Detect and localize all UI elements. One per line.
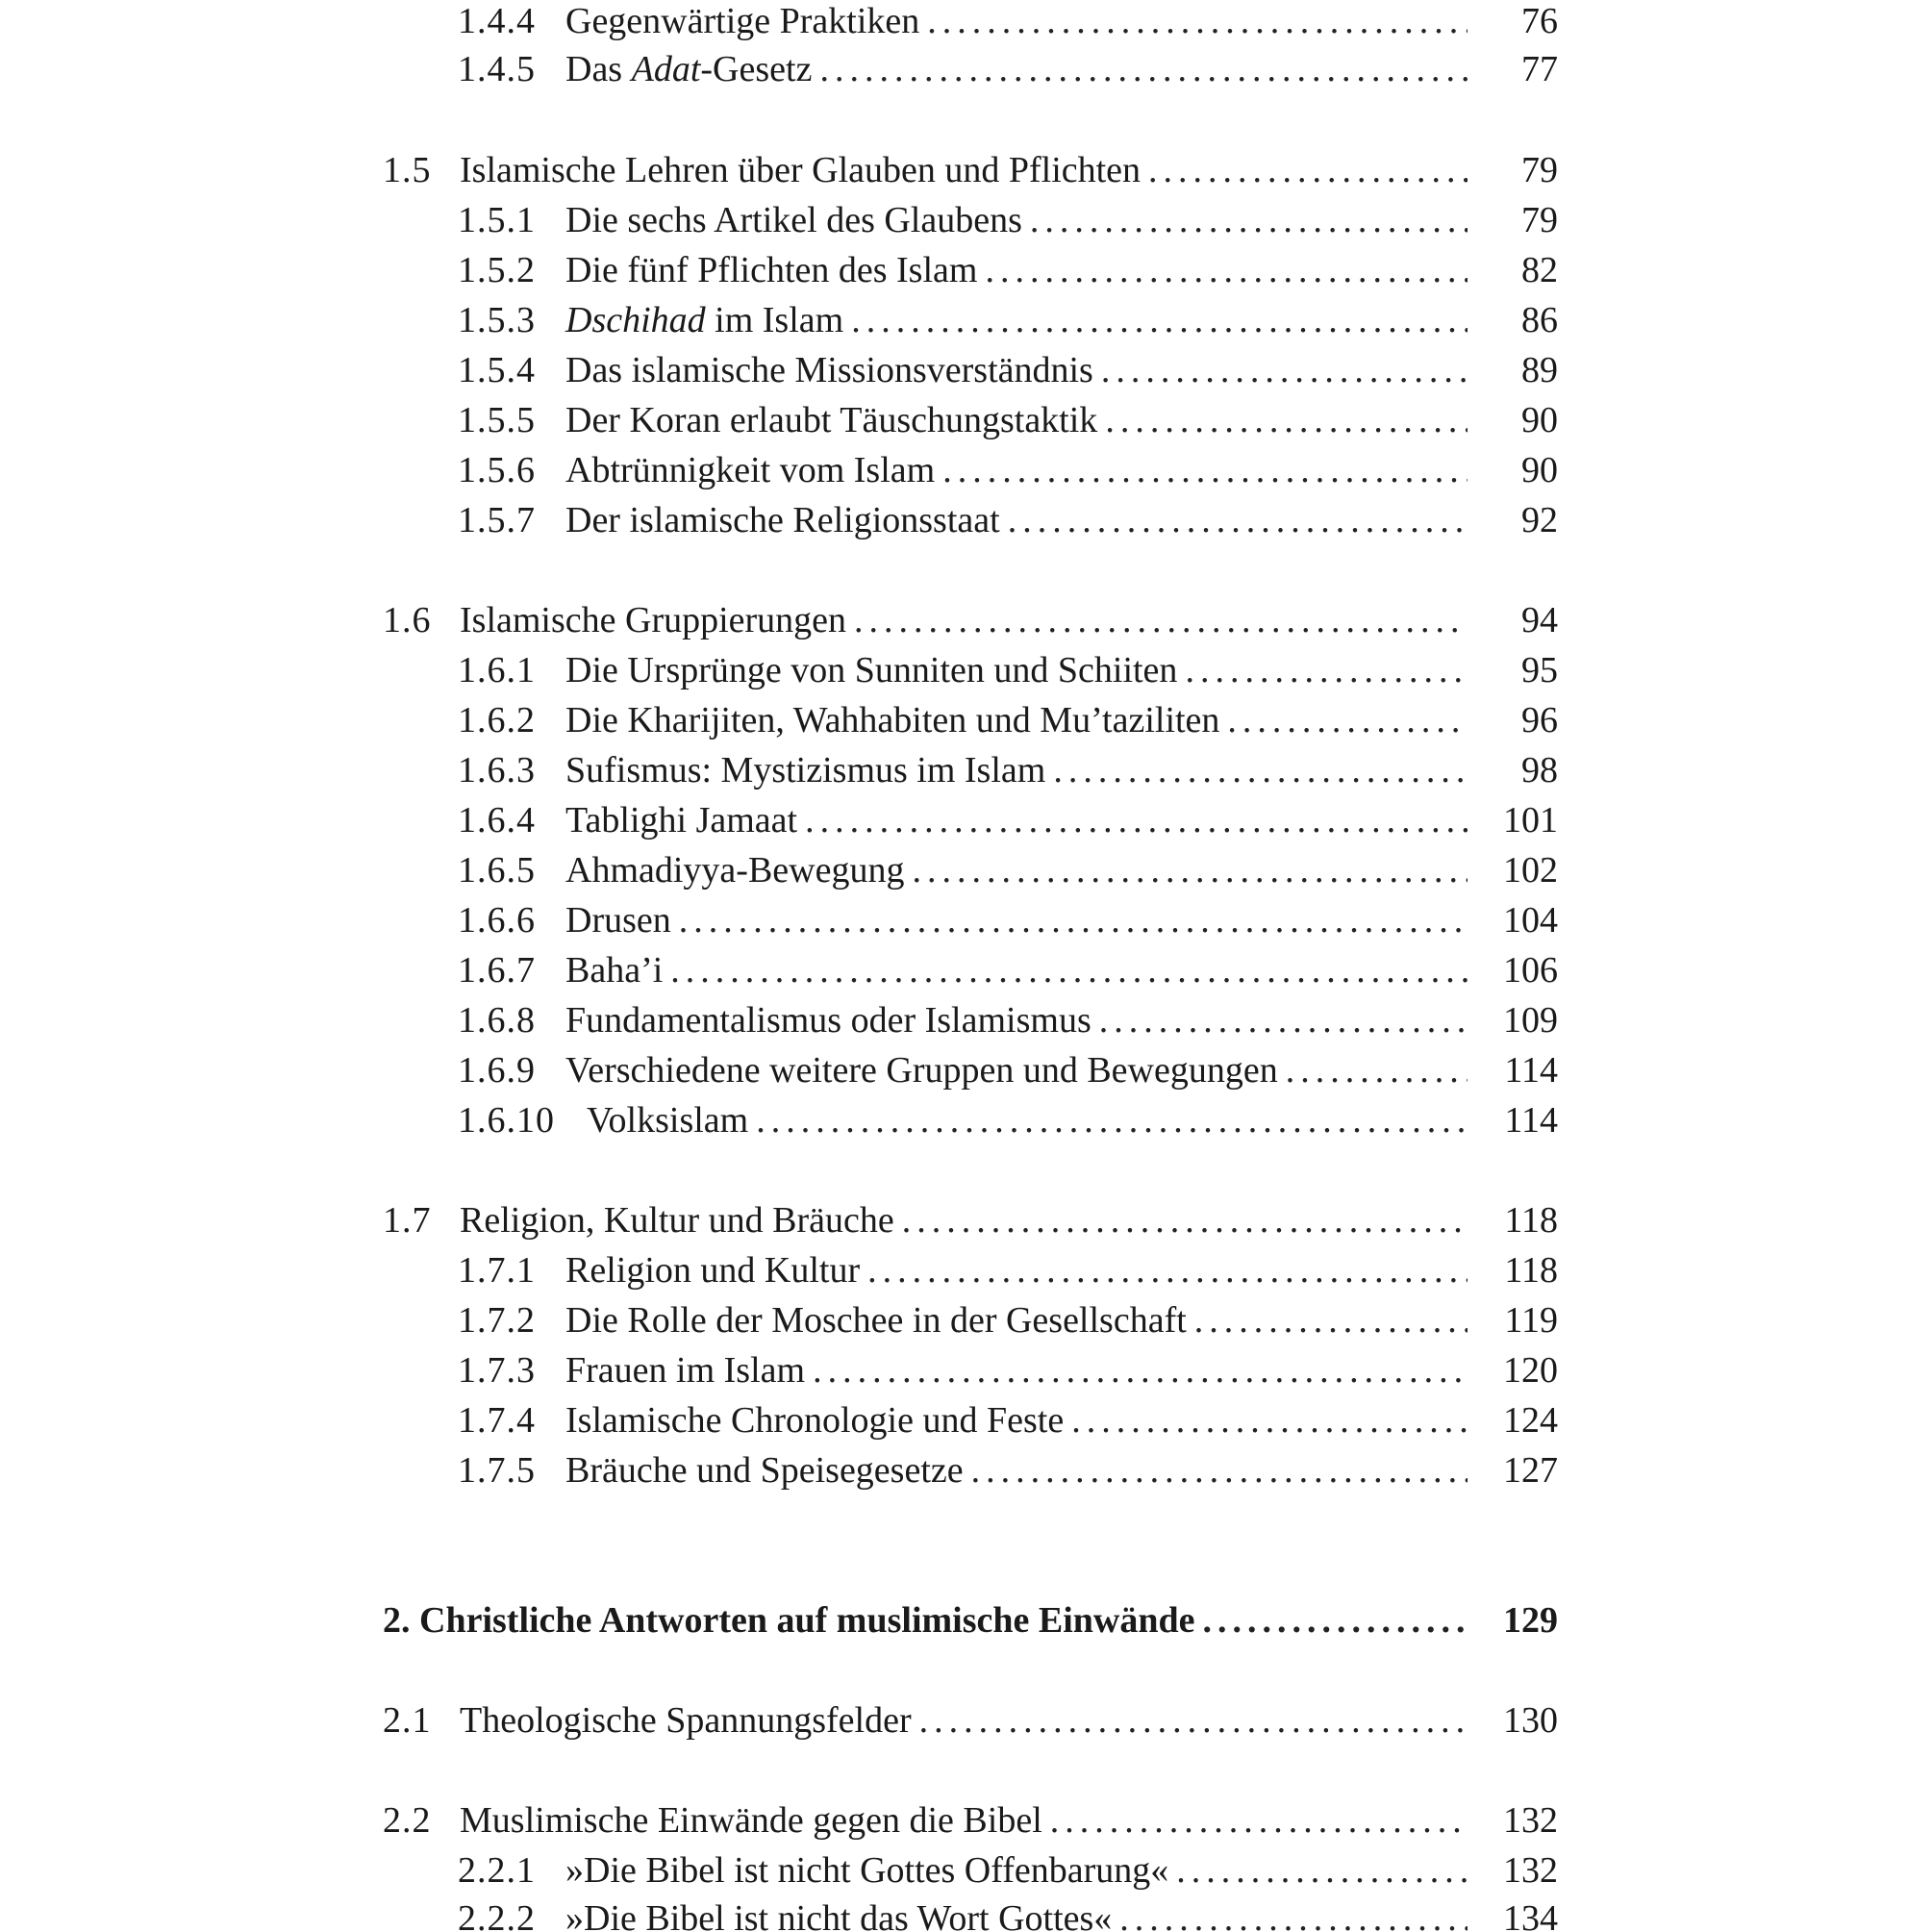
entry-page: 127 (1503, 1450, 1558, 1491)
toc-entry (458, 945, 1558, 995)
entry-title: Drusen (565, 900, 671, 941)
leader-dots (670, 945, 1468, 995)
entry-title: Bräuche und Speisegesetze (565, 1450, 964, 1491)
entry-number: 1.6.8 (458, 1000, 536, 1041)
section-title: Islamische Gruppierungen (460, 600, 847, 640)
entry-number: 1.7.3 (458, 1350, 536, 1391)
entry-title: Das islamische Missionsverständnis (565, 350, 1093, 390)
entry-title: Verschiedene weitere Gruppen und Bewegungen (565, 1050, 1278, 1091)
entry-title: Die sechs Artikel des Glaubens (565, 200, 1022, 240)
toc-section (383, 1195, 1558, 1245)
entry-number: 1.6.5 (458, 850, 536, 891)
leader-dots (902, 1195, 1468, 1245)
entry-title: Sufismus: Mystizismus im Islam (565, 750, 1046, 790)
entry-page: 134 (1503, 1898, 1558, 1932)
leader-dots (1119, 1894, 1468, 1932)
leader-dots (1105, 395, 1468, 445)
entry-number: 1.6.2 (458, 700, 536, 740)
leader-dots (1008, 495, 1468, 545)
entry-page: 124 (1503, 1400, 1558, 1441)
entry-page: 89 (1521, 350, 1558, 390)
section-title: Muslimische Einwände gegen die Bibel (460, 1800, 1042, 1841)
leader-dots (679, 895, 1468, 945)
toc-entry (458, 1395, 1558, 1445)
entry-page: 114 (1504, 1100, 1558, 1141)
entry-page: 119 (1504, 1300, 1558, 1341)
entry-page: 79 (1521, 150, 1558, 190)
entry-page: 86 (1521, 300, 1558, 340)
entry-page: 90 (1521, 450, 1558, 490)
entry-title: Die fünf Pflichten des Islam (565, 250, 978, 290)
entry-page: 118 (1504, 1250, 1558, 1291)
toc-entry (458, 245, 1558, 295)
toc-entry (458, 445, 1558, 495)
entry-title: Die Rolle der Moschee in der Gesellschaft (565, 1300, 1187, 1341)
toc-chapter (383, 1595, 1558, 1645)
leader-dots (1227, 695, 1468, 745)
entry-number: 1.6.3 (458, 750, 536, 790)
leader-dots (805, 795, 1468, 845)
entry-number: 1.5.6 (458, 450, 536, 490)
section-title: Religion, Kultur und Bräuche (460, 1200, 894, 1241)
entry-title (565, 44, 812, 94)
entry-page: 95 (1521, 650, 1558, 690)
entry-number: 1.4.4 (458, 1, 536, 41)
entry-number: 1.7.2 (458, 1300, 536, 1341)
toc-entry (458, 745, 1558, 795)
entry-page: 106 (1503, 950, 1558, 991)
entry-title: Der islamische Religionsstaat (565, 500, 1000, 540)
toc-entry (458, 845, 1558, 895)
entry-number: 1.6.9 (458, 1050, 536, 1091)
toc-entry (458, 195, 1558, 245)
toc-entry (458, 295, 1558, 345)
entry-title: Islamische Chronologie und Feste (565, 1400, 1065, 1441)
section-title: Islamische Lehren über Glauben und Pflichten (460, 150, 1142, 190)
entry-number: 1.5.1 (458, 200, 536, 240)
entry-title-italic: Dschihad (565, 300, 706, 340)
section-number: 2.1 (383, 1700, 432, 1741)
entry-number: 1.6.6 (458, 900, 536, 941)
entry-page: 120 (1503, 1350, 1558, 1391)
entry-title: Der Koran erlaubt Täuschungstaktik (565, 400, 1098, 440)
leader-dots (1099, 995, 1468, 1045)
entry-title: Gegenwärtige Praktiken (565, 1, 920, 41)
entry-page: 82 (1521, 250, 1558, 290)
entry-page: 96 (1521, 700, 1558, 740)
toc-entry (458, 345, 1558, 395)
entry-page: 79 (1521, 200, 1558, 240)
entry-title: Die Ursprünge von Sunniten und Schiiten (565, 650, 1178, 690)
entry-title: Religion und Kultur (565, 1250, 861, 1291)
entry-page: 129 (1503, 1600, 1558, 1641)
toc-entry (458, 1345, 1558, 1395)
leader-dots (985, 245, 1468, 295)
toc-entry (458, 1045, 1558, 1095)
section-number: 1.6 (383, 600, 432, 640)
entry-number: 1.6.4 (458, 800, 536, 841)
entry-number: 1.6.10 (458, 1100, 555, 1141)
toc-entry (458, 1845, 1558, 1895)
entry-title: Frauen im Islam (565, 1350, 806, 1391)
section-number: 1.5 (383, 150, 432, 190)
section-number: 2.2 (383, 1800, 432, 1841)
entry-page: 104 (1503, 900, 1558, 941)
entry-page: 98 (1521, 750, 1558, 790)
leader-dots (1071, 1395, 1468, 1445)
entry-title: Die Kharijiten, Wahhabiten und Mu’taziliten (565, 700, 1220, 740)
toc-entry (458, 1095, 1558, 1145)
entry-title: »Die Bibel ist nicht Gottes Offenbarung« (565, 1850, 1169, 1891)
leader-dots (756, 1095, 1468, 1145)
leader-dots (1286, 1045, 1468, 1095)
toc-section (383, 145, 1558, 195)
section-number: 1.7 (383, 1200, 432, 1241)
leader-dots (971, 1445, 1468, 1495)
toc-entry (458, 1245, 1558, 1295)
toc-entry (458, 1295, 1558, 1345)
leader-dots (819, 44, 1468, 94)
leader-dots (912, 845, 1468, 895)
toc-section (383, 1695, 1558, 1745)
entry-title (565, 295, 843, 345)
entry-number: 1.5.5 (458, 400, 536, 440)
toc-entry (458, 795, 1558, 845)
entry-title-post: -Gesetz (700, 49, 813, 89)
leader-dots (1202, 1595, 1468, 1645)
entry-number: 1.4.5 (458, 49, 536, 89)
entry-page: 102 (1503, 850, 1558, 891)
entry-title: Ahmadiyya-Bewegung (565, 850, 905, 891)
entry-page: 94 (1521, 600, 1558, 640)
entry-page: 109 (1503, 1000, 1558, 1041)
entry-page: 92 (1521, 500, 1558, 540)
leader-dots (942, 445, 1468, 495)
toc-entry (458, 995, 1558, 1045)
toc-entry (458, 695, 1558, 745)
entry-page: 90 (1521, 400, 1558, 440)
entry-number: 1.7.5 (458, 1450, 536, 1491)
toc-entry (458, 395, 1558, 445)
section-title: Theologische Spannungsfelder (460, 1700, 912, 1741)
entry-title: »Die Bibel ist nicht das Wort Gottes« (565, 1898, 1113, 1932)
entry-page: 101 (1503, 800, 1558, 841)
toc-entry (458, 895, 1558, 945)
entry-title: Baha’i (565, 950, 664, 991)
entry-number: 2.2.1 (458, 1850, 536, 1891)
entry-page: 76 (1521, 1, 1558, 41)
entry-number: 1.5.4 (458, 350, 536, 390)
leader-dots (851, 295, 1468, 345)
entry-number: 1.6.1 (458, 650, 536, 690)
leader-dots (1050, 1795, 1468, 1845)
entry-page: 132 (1503, 1850, 1558, 1891)
toc-entry (458, 1894, 1558, 1932)
toc-section (383, 1795, 1558, 1845)
entry-title: Tablighi Jamaat (565, 800, 798, 841)
leader-dots (927, 0, 1468, 46)
leader-dots (1148, 145, 1468, 195)
chapter-title: 2. Christliche Antworten auf muslimische Einwände (383, 1600, 1195, 1641)
entry-title: Fundamentalismus oder Islamismus (565, 1000, 1091, 1041)
toc-entry (458, 495, 1558, 545)
leader-dots (1185, 645, 1468, 695)
leader-dots (1194, 1295, 1468, 1345)
entry-title: Abtrünnigkeit vom Islam (565, 450, 936, 490)
toc-entry (458, 0, 1558, 46)
entry-page: 118 (1504, 1200, 1558, 1241)
entry-title-italic: Adat (631, 49, 701, 89)
leader-dots (1053, 745, 1468, 795)
entry-page: 132 (1503, 1800, 1558, 1841)
entry-page: 77 (1521, 49, 1558, 89)
toc-entry (458, 44, 1558, 94)
toc-entry (458, 1445, 1558, 1495)
toc-entry (458, 645, 1558, 695)
entry-number: 1.5.2 (458, 250, 536, 290)
leader-dots (919, 1695, 1468, 1745)
leader-dots (1176, 1845, 1468, 1895)
entry-page: 114 (1504, 1050, 1558, 1091)
entry-number: 1.5.3 (458, 300, 536, 340)
entry-number: 2.2.2 (458, 1898, 536, 1932)
entry-title-post: im Islam (705, 300, 844, 340)
leader-dots (813, 1345, 1468, 1395)
entry-number: 1.5.7 (458, 500, 536, 540)
leader-dots (854, 595, 1468, 645)
entry-page: 130 (1503, 1700, 1558, 1741)
entry-title: Volksislam (587, 1100, 749, 1141)
entry-title-pre: Das (565, 49, 632, 89)
leader-dots (1101, 345, 1468, 395)
entry-number: 1.7.1 (458, 1250, 536, 1291)
leader-dots (867, 1245, 1468, 1295)
leader-dots (1030, 195, 1468, 245)
toc-section (383, 595, 1558, 645)
entry-number: 1.6.7 (458, 950, 536, 991)
entry-number: 1.7.4 (458, 1400, 536, 1441)
